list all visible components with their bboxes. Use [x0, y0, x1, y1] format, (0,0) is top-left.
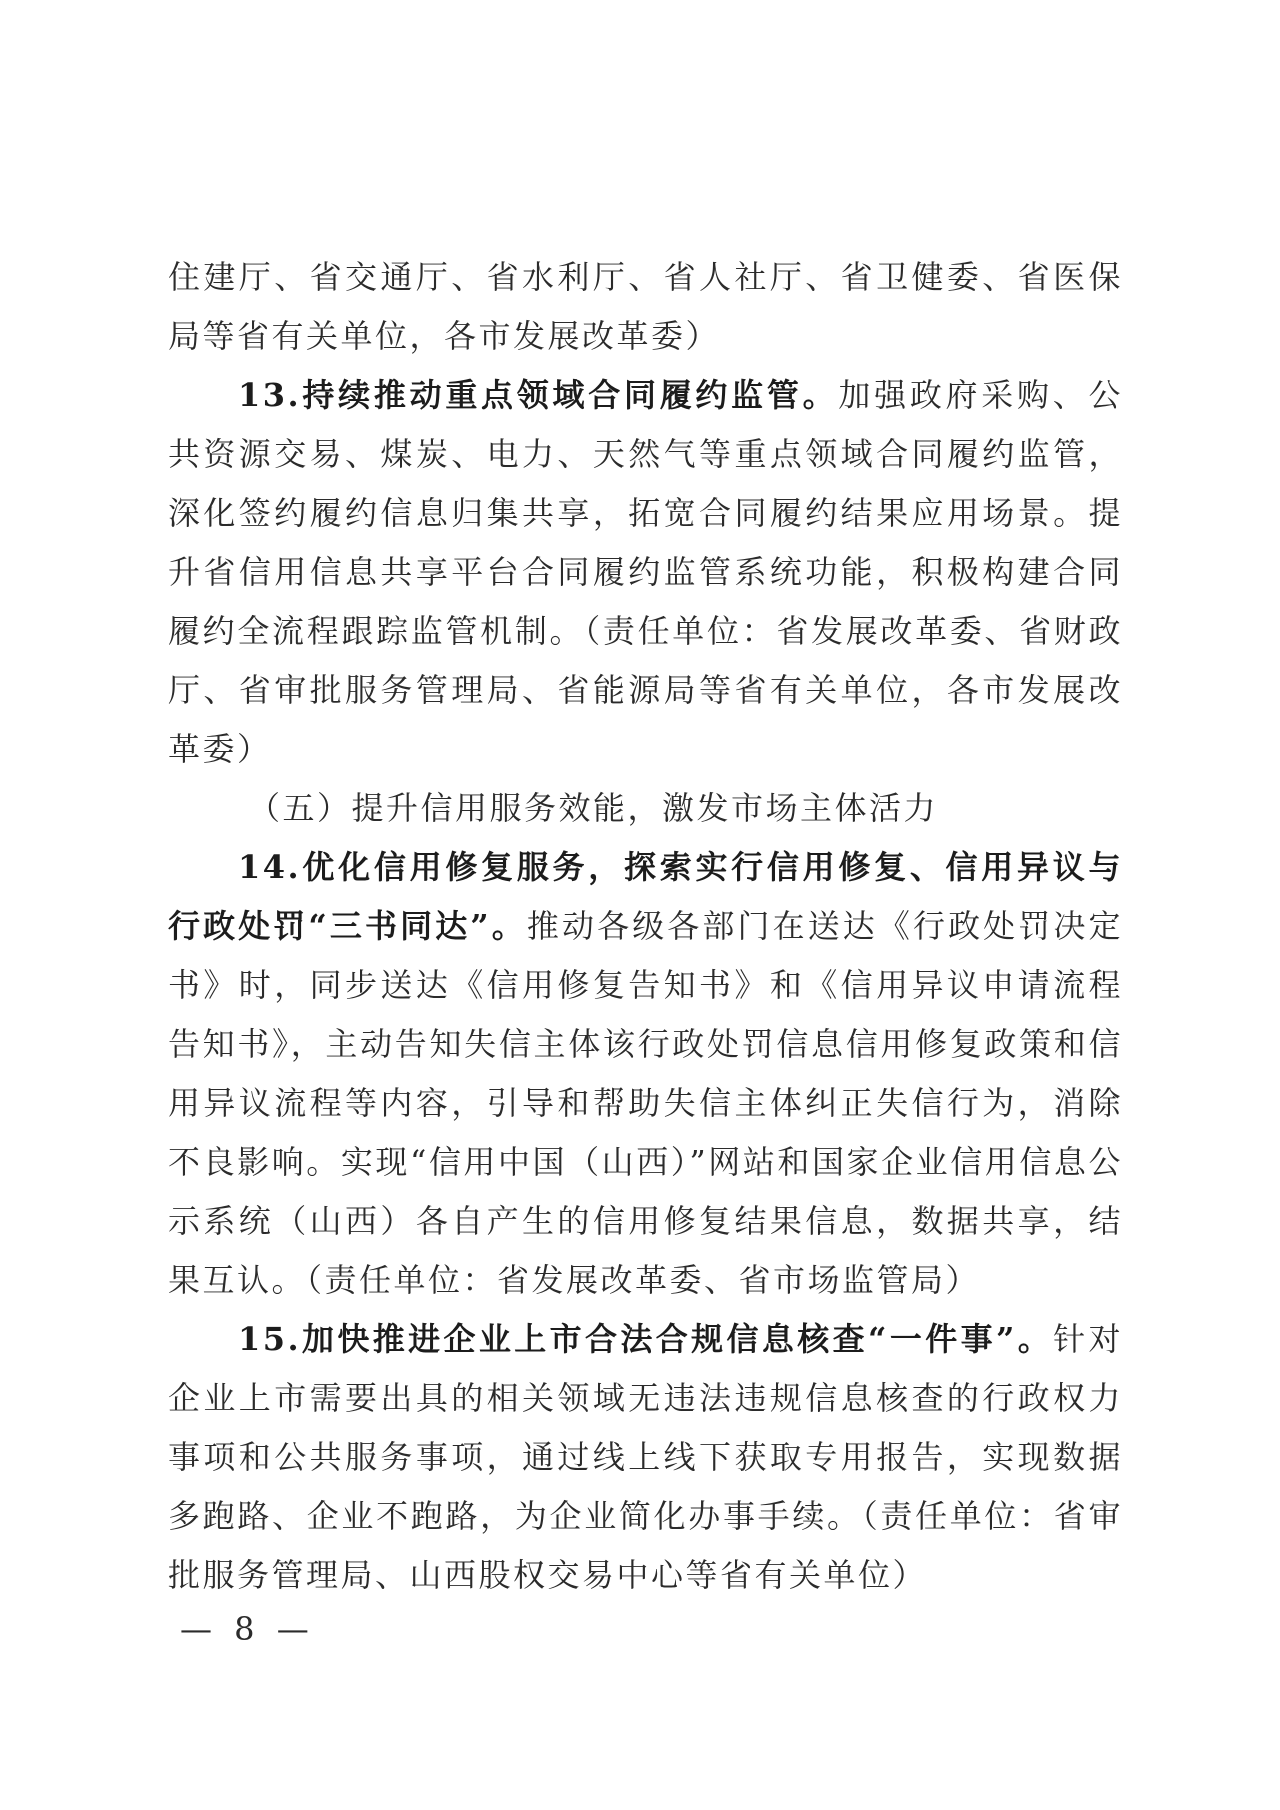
item-15-paragraph	[168, 1310, 1123, 1605]
continuation-text: 住建厅、省交通厅、省水利厅、省人社厅、省卫健委、省医保局等省有关单位，各市发展改革委）	[168, 258, 1123, 355]
item-13-title: 13.持续推动重点领域合同履约监管。	[238, 376, 839, 414]
page-number: — 8 —	[180, 1610, 315, 1648]
item-15-body: 针对企业上市需要出具的相关领域无违法违规信息核查的行政权力事项和公共服务事项，通过线上线下获取专用报告，实现数据多跑路、企业不跑路，为企业简化办事手续。（责任单位：省审批服务管理局、山西股权交易中心等省有关单位）	[168, 1320, 1123, 1594]
continuation-paragraph	[168, 248, 1123, 366]
item-15-title: 15.加快推进企业上市合法合规信息核查“一件事”。	[238, 1320, 1054, 1358]
item-13-paragraph	[168, 366, 1123, 779]
item-13-body: 加强政府采购、公共资源交易、煤炭、电力、天然气等重点领域合同履约监管，深化签约履约信息归集共享，拓宽合同履约结果应用场景。提升省信用信息共享平台合同履约监管系统功能，积极构建合同履约全流程跟踪监管机制。（责任单位：省发展改革委、省财政厅、省审批服务管理局、省能源局等省有关单位，各市发展改革委）	[168, 376, 1123, 768]
item-14-body: 推动各级各部门在送达《行政处罚决定书》时，同步送达《信用修复告知书》和《信用异议申请流程告知书》，主动告知失信主体该行政处罚信息信用修复政策和信用异议流程等内容，引导和帮助失信主体纠正失信行为，消除不良影响。实现“信用中国（山西）”网站和国家企业信用信息公示系统（山西）各自产生的信用修复结果信息，数据共享，结果互认。（责任单位：省发展改革委、省市场监管局）	[168, 907, 1123, 1299]
document-body	[168, 248, 1123, 1605]
item-14-paragraph	[168, 838, 1123, 1310]
item-14-title: 14.优化信用修复服务，探索实行信用修复、信用异议与行政处罚“三书同达”。	[168, 848, 1123, 945]
section-5-heading	[168, 779, 1123, 838]
section-5-heading-text: （五）提升信用服务效能，激发市场主体活力	[248, 789, 939, 827]
